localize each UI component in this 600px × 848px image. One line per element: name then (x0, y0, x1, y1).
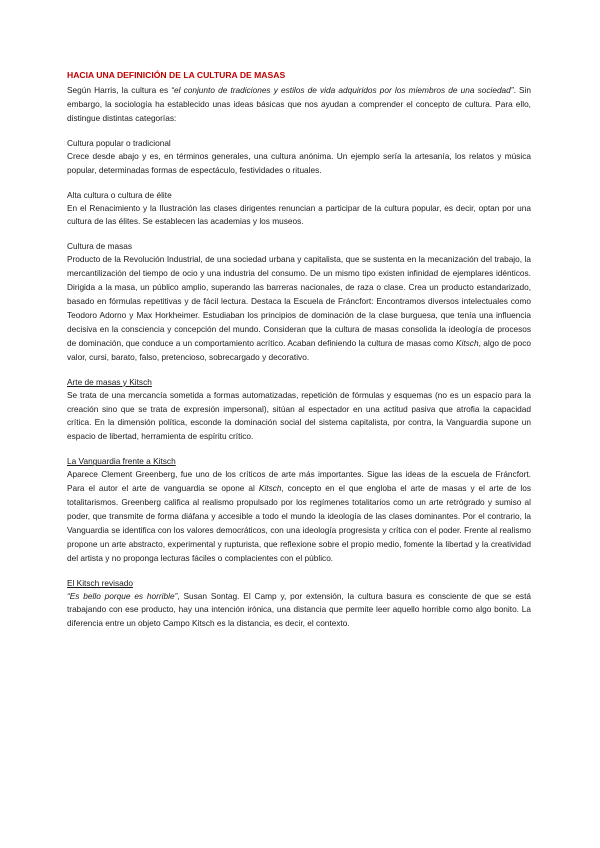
heading-alta-cultura: Alta cultura o cultura de élite (67, 189, 172, 200)
document-title: HACIA UNA DEFINICIÓN DE LA CULTURA DE MASAS (67, 70, 286, 80)
paragraph-alta-cultura: En el Renacimiento y la Ilustración las clases dirigentes renuncian a participar de la cultura popular, es decir, optan por una cultura de las élites. Se establecen las academias y los museos. (67, 202, 531, 227)
masas-text-b: , algo de poco valor, cursi, barato, falso, pretencioso, sobrecargado y decorativo. (67, 337, 531, 362)
intro-text-b: . Sin embargo, la sociología ha establecido unas ideas básicas que nos ayudan a comprender el concepto de cultura. Para ello, distingue distintas categorías: (67, 85, 531, 123)
intro-text-a: Según Harris, la cultura es (67, 85, 172, 95)
sontag-quote: “Es bello porque es horrible” (67, 590, 178, 601)
vanguardia-text-b: , concepto en el que engloba el arte de masas y el arte de los totalitarismos. Greenberg califica al realismo propulsado por los regímenes totalitarios como un arte retrógrado y sumiso al poder, que transmite de forma diáfana y accesible a todo el mundo la ideología de las clases dominantes. Por el contrario, la Vanguardia se identifica con los valores democráticos, con una ideología progresista y crítica con el poder. Frente al realismo propone un arte abstracto, experimental y rupturista, que reflexione sobre el propio medio, fomente la libertad y la creatividad del artista y no proponga lecturas fáciles o complacientes con el público. (67, 483, 532, 563)
heading-cultura-masas: Cultura de masas (67, 241, 133, 252)
paragraph-arte-masas-kitsch: Se trata de una mercancía sometida a formas automatizadas, repetición de fórmulas y esquemas (no es un espacio para la creación sino que se trata de expresión impersonal), sitúan al espectador en una actitud pasiva que atrofia la capacidad crítica. En la dimensión política, esconde la dominación social del sistema capitalista, por contra, la Vanguardia supone un espacio de libertad, herramienta de espíritu crítico. (67, 389, 531, 442)
heading-kitsch-revisado: El Kitsch revisado (67, 577, 133, 588)
paragraph-cultura-popular: Crece desde abajo y es, en términos generales, una cultura anónima. Un ejemplo sería la artesanía, los relatos y música popular, determinadas formas de espectáculo, festividades o rituales. (67, 150, 531, 175)
heading-vanguardia-kitsch: La Vanguardia frente a Kitsch (67, 456, 176, 467)
vanguardia-kitsch-term: Kitsch (258, 483, 282, 494)
revisado-text: , Susan Sontag. El Camp y, por extensión, la cultura basura es consciente de que se está trabajando con ese producto, hay una intención irónica, una distancia que permite leer aquello horrible como algo bonito. La diferencia entre un objeto Campo Kitsch es la distancia, es decir, el contexto. (67, 590, 531, 629)
masas-text-a: Producto de la Revolución Industrial, de una sociedad urbana y capitalista, que se sustenta en la mecanización del trabajo, la mercantilización del tiempo de ocio y una industria del consumo. De un mismo tipo existen infinidad de ejemplares idénticos. Dirigida a la masa, un público amplio, superando las barreras nacionales, de raza o clase. Crea un producto estandarizado, basado en fórmulas repetitivas y de fácil lectura. Destaca la Escuela de Fráncfort: Encontramos diversos intelectuales como Teodoro Adorno y Max Horkheimer. Estudiaban los principios de dominación de la clase burguesa, que tenía una influencia decisiva en la consciencia y concepción del mundo. Consideran que la cultura de masas consolida la ideología de procesos de dominación, que conduce a un comportamiento acrítico. Acaban definiendo la cultura de masas como (67, 254, 531, 348)
vanguardia-text-a: Aparece Clement Greenberg, fue uno de los críticos de arte más importantes. Sigue las ideas de la escuela de Fráncfort. Para el autor el arte de vanguardia se opone al (67, 469, 531, 494)
intro-paragraph (67, 84, 531, 126)
document-page (67, 70, 531, 631)
heading-cultura-popular: Cultura popular o tradicional (67, 137, 171, 148)
masas-kitsch-term: Kitsch (455, 337, 479, 348)
paragraph-cultura-masas (67, 253, 531, 364)
paragraph-vanguardia-kitsch (67, 468, 531, 565)
heading-arte-masas-kitsch: Arte de masas y Kitsch (67, 376, 152, 387)
harris-quote: “el conjunto de tradiciones y estilos de vida adquiridos por los miembros de una sociedad” (171, 85, 514, 95)
paragraph-kitsch-revisado (67, 590, 531, 632)
